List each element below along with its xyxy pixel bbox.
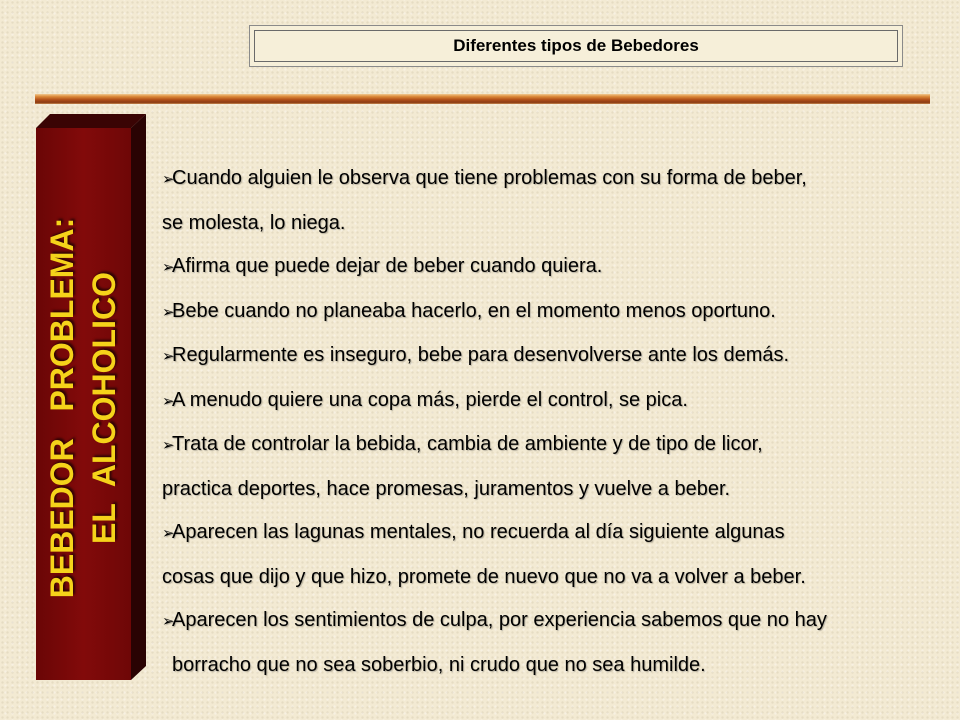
- arrow-bullet-icon: ➢: [162, 525, 175, 542]
- bullet-continuation: borracho que no sea soberbio, ni crudo que no sea humilde.: [172, 653, 706, 676]
- side-label: [41, 218, 125, 598]
- side-label-line-2: EL ALCOHOLICO: [86, 272, 122, 545]
- bullet-item: [162, 599, 960, 644]
- bullet-text: Aparecen los sentimientos de culpa, por experiencia sabemos que no hay: [172, 609, 827, 631]
- bullet-text: Regularmente es inseguro, bebe para desenvolverse ante los demás.: [172, 344, 790, 366]
- title-box: [249, 25, 903, 67]
- arrow-bullet-icon: ➢: [162, 348, 175, 365]
- bullet-item: [162, 379, 960, 424]
- bullet-list: [162, 157, 960, 687]
- bullet-text: A menudo quiere una copa más, pierde el control, se pica.: [172, 388, 688, 411]
- bullet-continuation: se molesta, lo niega.: [162, 211, 346, 234]
- bullet-continuation: practica deportes, hace promesas, juramentos y vuelve a beber.: [162, 477, 731, 500]
- side-panel-top-bevel: [36, 114, 146, 128]
- side-label-line-1: BEBEDOR PROBLEMA:: [44, 217, 80, 599]
- bullet-text: Cuando alguien le observa que tiene problemas con su forma de beber,: [172, 167, 807, 189]
- bullet-item: [162, 157, 960, 202]
- bullet-item: [162, 334, 960, 379]
- arrow-bullet-icon: ➢: [162, 613, 175, 630]
- arrow-bullet-icon: ➢: [162, 259, 175, 276]
- bullet-item: [162, 245, 960, 290]
- bullet-text: Bebe cuando no planeaba hacerlo, en el momento menos oportuno.: [172, 299, 776, 322]
- arrow-bullet-icon: ➢: [162, 437, 175, 454]
- side-panel: [36, 114, 146, 680]
- arrow-bullet-icon: ➢: [162, 303, 175, 321]
- bullet-text: Trata de controlar la bebida, cambia de ambiente y de tipo de licor,: [172, 433, 763, 455]
- bullet-text: Aparecen las lagunas mentales, no recuerda al día siguiente algunas: [172, 521, 785, 543]
- bullet-text: Afirma que puede dejar de beber cuando quiera.: [172, 255, 603, 277]
- arrow-bullet-icon: ➢: [162, 171, 175, 188]
- bullet-item: [162, 511, 960, 556]
- bullet-item: [162, 423, 960, 468]
- arrow-bullet-icon: ➢: [162, 392, 175, 410]
- slide-title: Diferentes tipos de Bebedores: [254, 30, 898, 62]
- header-divider: [35, 94, 930, 104]
- bullet-item: [162, 290, 960, 335]
- bullet-continuation: cosas que dijo y que hizo, promete de nuevo que no va a volver a beber.: [162, 565, 806, 588]
- side-panel-right-bevel: [131, 114, 146, 680]
